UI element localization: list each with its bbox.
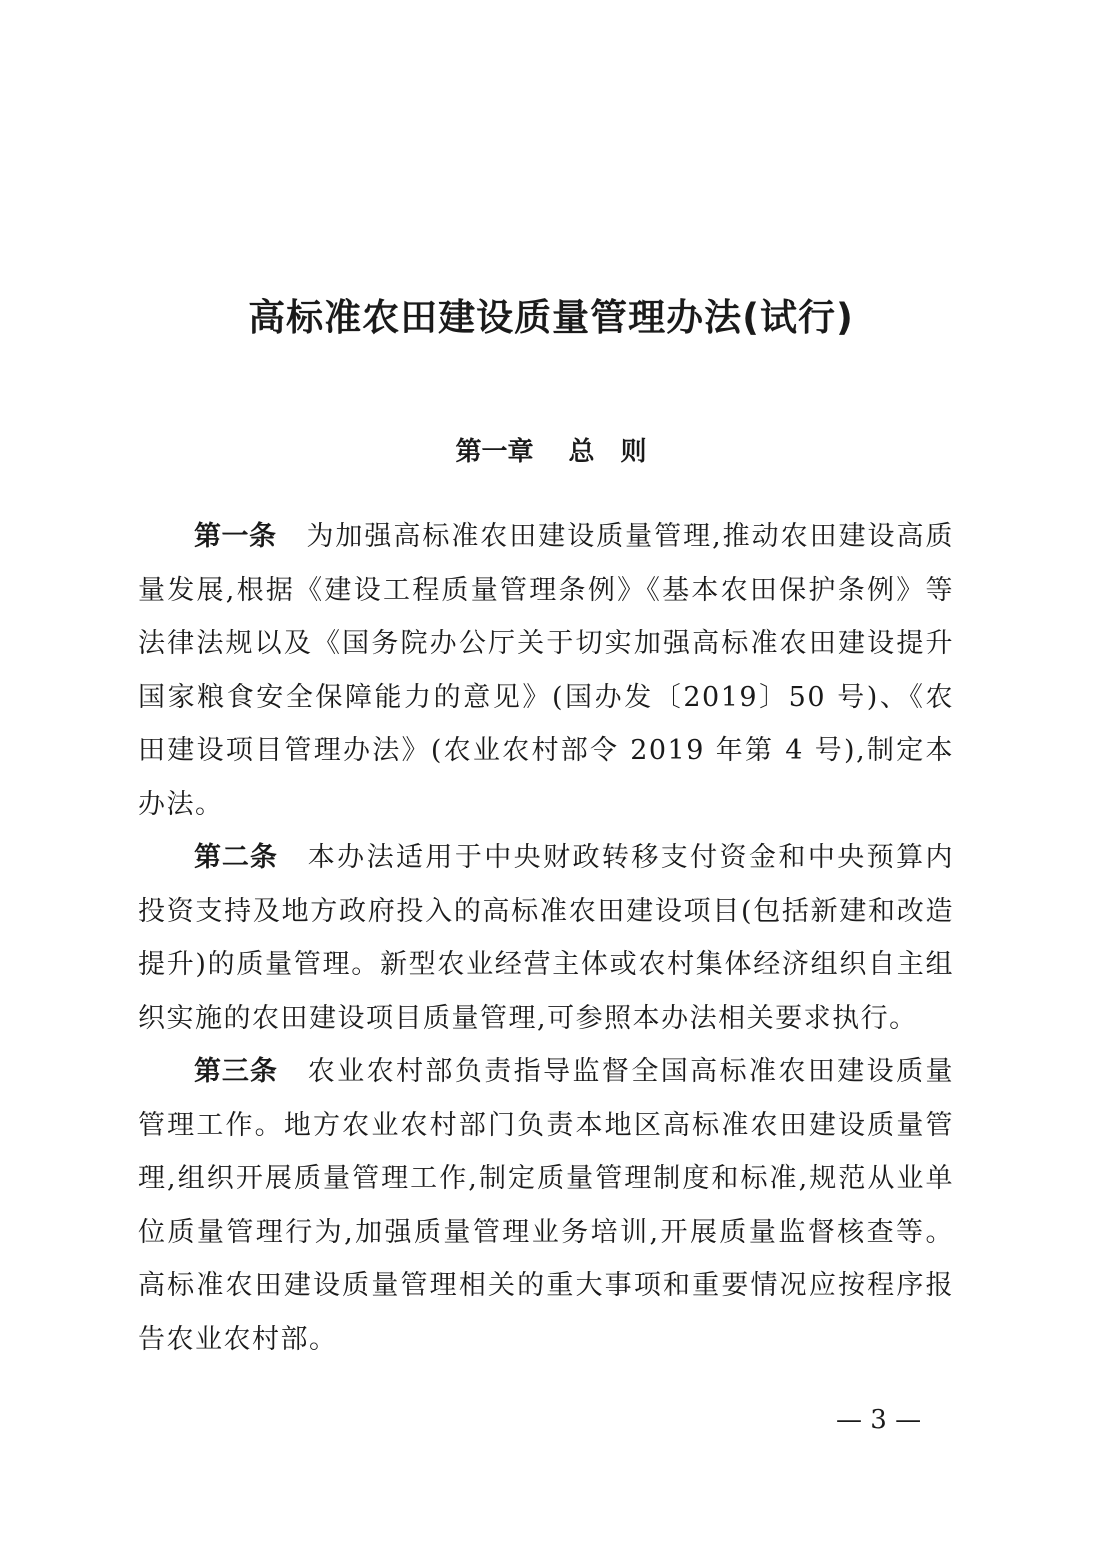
chapter-heading: 第一章 总 则	[455, 437, 647, 467]
page-number: — 3 —	[836, 1405, 922, 1435]
article-3	[138, 1045, 954, 1366]
article-text: 本办法适用于中央财政转移支付资金和中央预算内投资支持及地方政府投入的高标准农田建设项目(包括新建和改造提升)的质量管理。新型农业经营主体或农村集体经济组织自主组织实施的农田建设项目质量管理,可参照本办法相关要求执行。	[138, 842, 954, 1034]
article-label: 第三条	[194, 1056, 278, 1087]
article-label: 第一条	[194, 521, 277, 552]
document-title: 高标准农田建设质量管理办法(试行)	[248, 296, 854, 339]
article-label: 第二条	[194, 842, 278, 873]
article-text: 农业农村部负责指导监督全国高标准农田建设质量管理工作。地方农业农村部门负责本地区高标准农田建设质量管理,组织开展质量管理工作,制定质量管理制度和标准,规范从业单位质量管理行为,加强质量管理业务培训,开展质量监督核查等。高标准农田建设质量管理相关的重大事项和重要情况应按程序报告农业农村部。	[138, 1056, 954, 1355]
document-body	[138, 510, 954, 1366]
article-2	[138, 831, 954, 1045]
article-text: 为加强高标准农田建设质量管理,推动农田建设高质量发展,根据《建设工程质量管理条例》《基本农田保护条例》等法律法规以及《国务院办公厅关于切实加强高标准农田建设提升国家粮食安全保障能力的意见》(国办发〔2019〕50 号)、《农田建设项目管理办法》(农业农村部令 2019 年第 4 号),制定本办法。	[138, 521, 954, 820]
article-1	[138, 510, 954, 831]
